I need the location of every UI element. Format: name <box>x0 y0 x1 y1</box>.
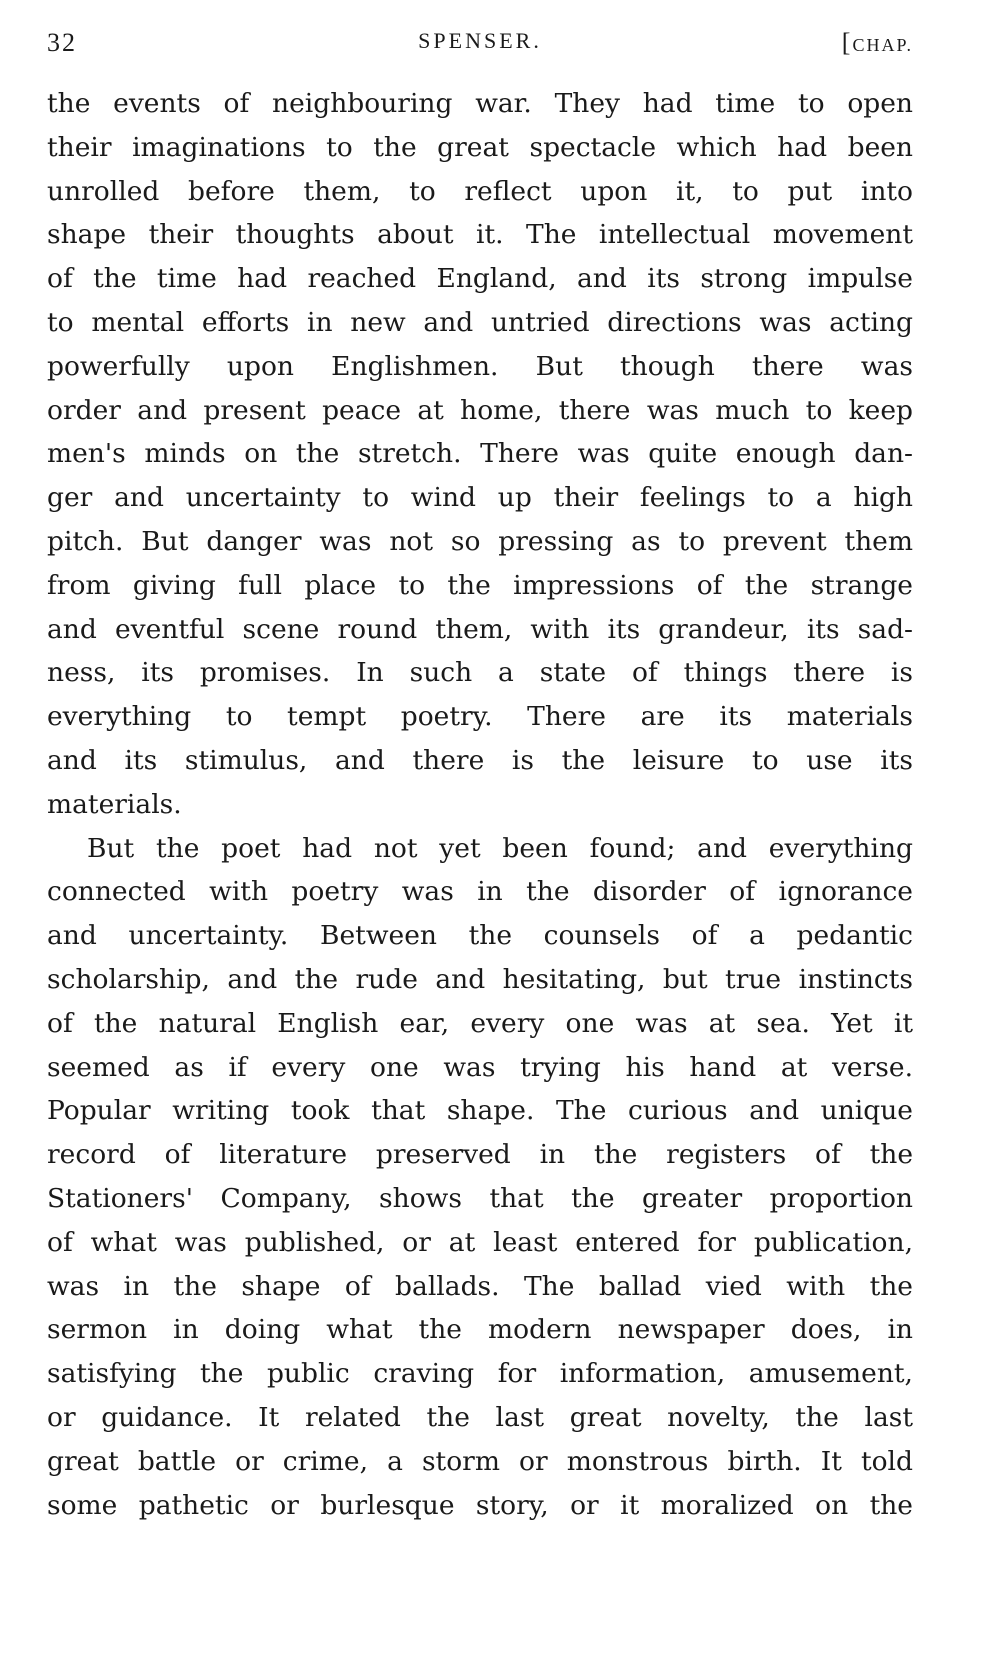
text-line: scholarship, and the rude and hesitating, but true instincts <box>47 963 913 995</box>
text-line: ness, its promises. In such a state of things there is <box>47 657 913 689</box>
text-line: men's minds on the stretch. There was quite enough dan- <box>47 438 913 470</box>
text-line: Popular writing took that shape. The curious and unique <box>47 1095 913 1127</box>
page-number: 32 <box>47 28 77 57</box>
text-line: their imaginations to the great spectacle which had been <box>47 131 913 163</box>
text-line: and uncertainty. Between the counsels of a pedantic <box>47 920 913 952</box>
body-text <box>47 82 913 1527</box>
text-line: of what was published, or at least entered for publication, <box>47 1226 913 1258</box>
paragraph-1 <box>47 82 913 827</box>
text-line: pitch. But danger was not so pressing as to prevent them <box>47 525 913 557</box>
text-line: ger and uncertainty to wind up their feelings to a high <box>47 482 913 514</box>
page-header <box>47 28 913 62</box>
text-line: some pathetic or burlesque story, or it moralized on the <box>47 1489 913 1521</box>
text-line: satisfying the public craving for information, amusement, <box>47 1358 913 1390</box>
text-line: seemed as if every one was trying his hand at verse. <box>47 1051 913 1083</box>
paragraph-2 <box>47 827 913 1528</box>
text-line: and eventful scene round them, with its grandeur, its sad- <box>47 613 913 645</box>
chapter-bracket: [ <box>841 28 853 57</box>
text-line: and its stimulus, and there is the leisure to use its <box>47 744 913 776</box>
text-line: powerfully upon Englishmen. But though there was <box>47 350 913 382</box>
text-line: materials. <box>47 788 182 820</box>
text-line: connected with poetry was in the disorder of ignorance <box>47 876 913 908</box>
text-line: order and present peace at home, there was much to keep <box>47 394 913 426</box>
chapter-text: CHAP. <box>852 35 913 55</box>
running-head: SPENSER. <box>418 28 542 53</box>
text-line: to mental efforts in new and untried directions was acting <box>47 306 913 338</box>
book-page <box>47 28 913 1527</box>
text-line: from giving full place to the impressions of the strange <box>47 569 913 601</box>
text-line: of the natural English ear, every one was at sea. Yet it <box>47 1007 913 1039</box>
text-line: everything to tempt poetry. There are its materials <box>47 701 913 733</box>
text-line: of the time had reached England, and its strong impulse <box>47 263 913 295</box>
text-line: shape their thoughts about it. The intellectual movement <box>47 219 913 251</box>
chapter-label <box>842 28 913 58</box>
text-line: sermon in doing what the modern newspaper does, in <box>47 1314 913 1346</box>
text-line: great battle or crime, a storm or monstrous birth. It told <box>47 1445 913 1477</box>
text-line: was in the shape of ballads. The ballad vied with the <box>47 1270 913 1302</box>
text-line: the events of neighbouring war. They had time to open <box>47 88 913 119</box>
text-line: unrolled before them, to reflect upon it, to put into <box>47 175 913 207</box>
text-line: Stationers' Company, shows that the greater proportion <box>47 1182 913 1214</box>
text-line: record of literature preserved in the registers of the <box>47 1139 913 1171</box>
text-line: But the poet had not yet been found; and everything <box>87 832 913 864</box>
text-line: or guidance. It related the last great novelty, the last <box>47 1401 913 1433</box>
